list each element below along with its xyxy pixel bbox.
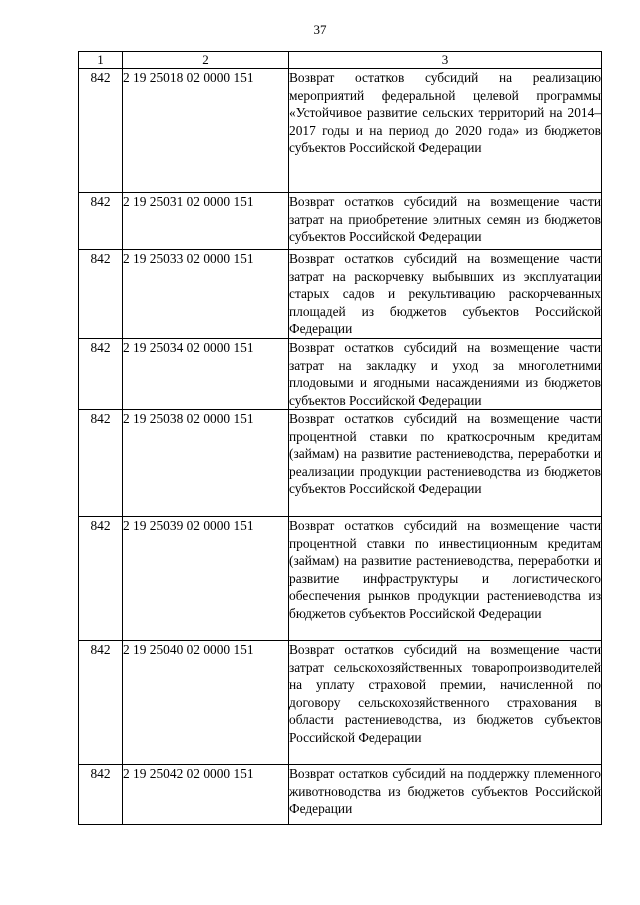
budget-code-cell: 2 19 25039 02 0000 151 (123, 517, 289, 641)
page-number: 37 (313, 22, 327, 37)
description-cell: Возврат остатков субсидий на возмещение части процентной ставки по инвестиционным кредитам (займам) на развитие растениеводства, переработки и развитие инфраструктуры и логистического обеспечения рынков продукции растениеводства из бюджетов субъектов Российской Федерации (289, 517, 602, 641)
table-row (79, 517, 602, 641)
description-cell: Возврат остатков субсидий на возмещение части затрат сельскохозяйственных товаропроизводителей на уплату страховой премии, начисленной по договору сельскохозяйственного страхования в области растениеводства, из бюджетов субъектов Российской Федерации (289, 641, 602, 765)
admin-code-cell: 842 (79, 765, 123, 825)
data-table (78, 51, 602, 825)
budget-code-cell: 2 19 25042 02 0000 151 (123, 765, 289, 825)
header-row (79, 52, 602, 69)
description-cell: Возврат остатков субсидий на поддержку племенного животноводства из бюджетов субъектов Российской Федерации (289, 765, 602, 825)
admin-code-cell: 842 (79, 339, 123, 410)
table-header (79, 52, 602, 69)
budget-code-cell: 2 19 25034 02 0000 151 (123, 339, 289, 410)
description-cell: Возврат остатков субсидий на возмещение части затрат на раскорчевку выбывших из эксплуатации старых садов и рекультивацию раскорчеванных площадей из бюджетов субъектов Российской Федерации (289, 250, 602, 339)
admin-code-cell: 842 (79, 250, 123, 339)
admin-code-cell: 842 (79, 641, 123, 765)
column-header-1: 1 (79, 52, 123, 69)
table-row (79, 641, 602, 765)
budget-code-cell: 2 19 25038 02 0000 151 (123, 410, 289, 517)
admin-code-cell: 842 (79, 193, 123, 250)
table-body (79, 69, 602, 825)
admin-code-cell: 842 (79, 517, 123, 641)
table-row (79, 765, 602, 825)
admin-code-cell: 842 (79, 410, 123, 517)
table-row (79, 69, 602, 193)
column-header-3: 3 (289, 52, 602, 69)
description-cell: Возврат остатков субсидий на реализацию мероприятий федеральной целевой программы «Устойчивое развитие сельских территорий на 2014–2017 годы и на период до 2020 года» из бюджетов субъектов Российской Федерации (289, 69, 602, 193)
description-cell: Возврат остатков субсидий на возмещение части затрат на приобретение элитных семян из бюджетов субъектов Российской Федерации (289, 193, 602, 250)
table-row (79, 193, 602, 250)
column-header-2: 2 (123, 52, 289, 69)
description-cell: Возврат остатков субсидий на возмещение части процентной ставки по краткосрочным кредитам (займам) на развитие растениеводства, переработки и реализации продукции растениеводства из бюджетов субъектов Российской Федерации (289, 410, 602, 517)
admin-code-cell: 842 (79, 69, 123, 193)
budget-code-cell: 2 19 25033 02 0000 151 (123, 250, 289, 339)
table-row (79, 339, 602, 410)
budget-code-cell: 2 19 25040 02 0000 151 (123, 641, 289, 765)
description-cell: Возврат остатков субсидий на возмещение части затрат на закладку и уход за многолетними плодовыми и ягодными насаждениями из бюджетов субъектов Российской Федерации (289, 340, 601, 408)
budget-code-cell: 2 19 25018 02 0000 151 (123, 69, 289, 193)
table-row (79, 410, 602, 517)
table-row (79, 250, 602, 339)
budget-code-cell: 2 19 25031 02 0000 151 (123, 193, 289, 250)
